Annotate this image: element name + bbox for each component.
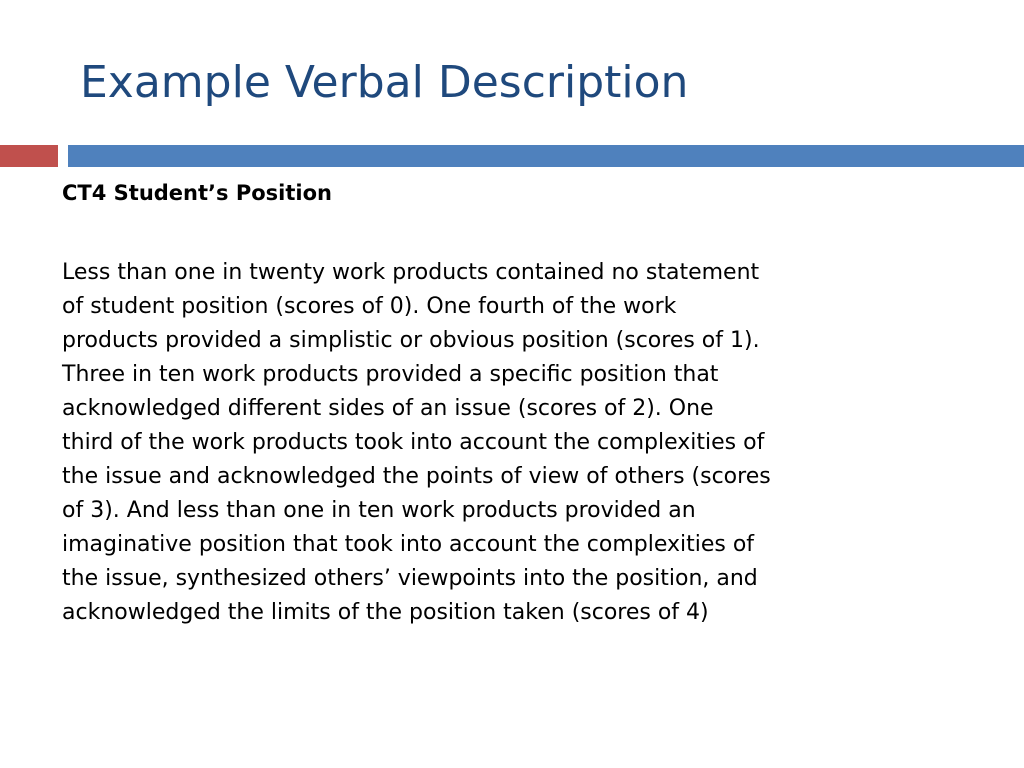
body-line: of student position (scores of 0). One fourth of the work: [62, 294, 677, 319]
accent-bar-red: [0, 145, 58, 167]
body-line: acknowledged different sides of an issue (scores of 2). One: [62, 396, 714, 421]
body-line: Less than one in twenty work products contained no statement: [62, 260, 760, 285]
body-paragraph: [62, 256, 962, 630]
body-line: imaginative position that took into account the complexities of: [62, 532, 755, 557]
body-line: the issue, synthesized others’ viewpoints into the position, and: [62, 566, 758, 591]
slide-title: Example Verbal Description: [80, 57, 689, 108]
body-line: products provided a simplistic or obvious position (scores of 1).: [62, 328, 760, 353]
body-line: acknowledged the limits of the position taken (scores of 4): [62, 600, 709, 625]
body-line: the issue and acknowledged the points of view of others (scores: [62, 464, 771, 489]
body-line: of 3). And less than one in ten work products provided an: [62, 498, 696, 523]
accent-bar-blue: [68, 145, 1024, 167]
section-heading: CT4 Student’s Position: [62, 181, 332, 205]
body-line: third of the work products took into account the complexities of: [62, 430, 765, 455]
body-line: Three in ten work products provided a specific position that: [62, 362, 719, 387]
